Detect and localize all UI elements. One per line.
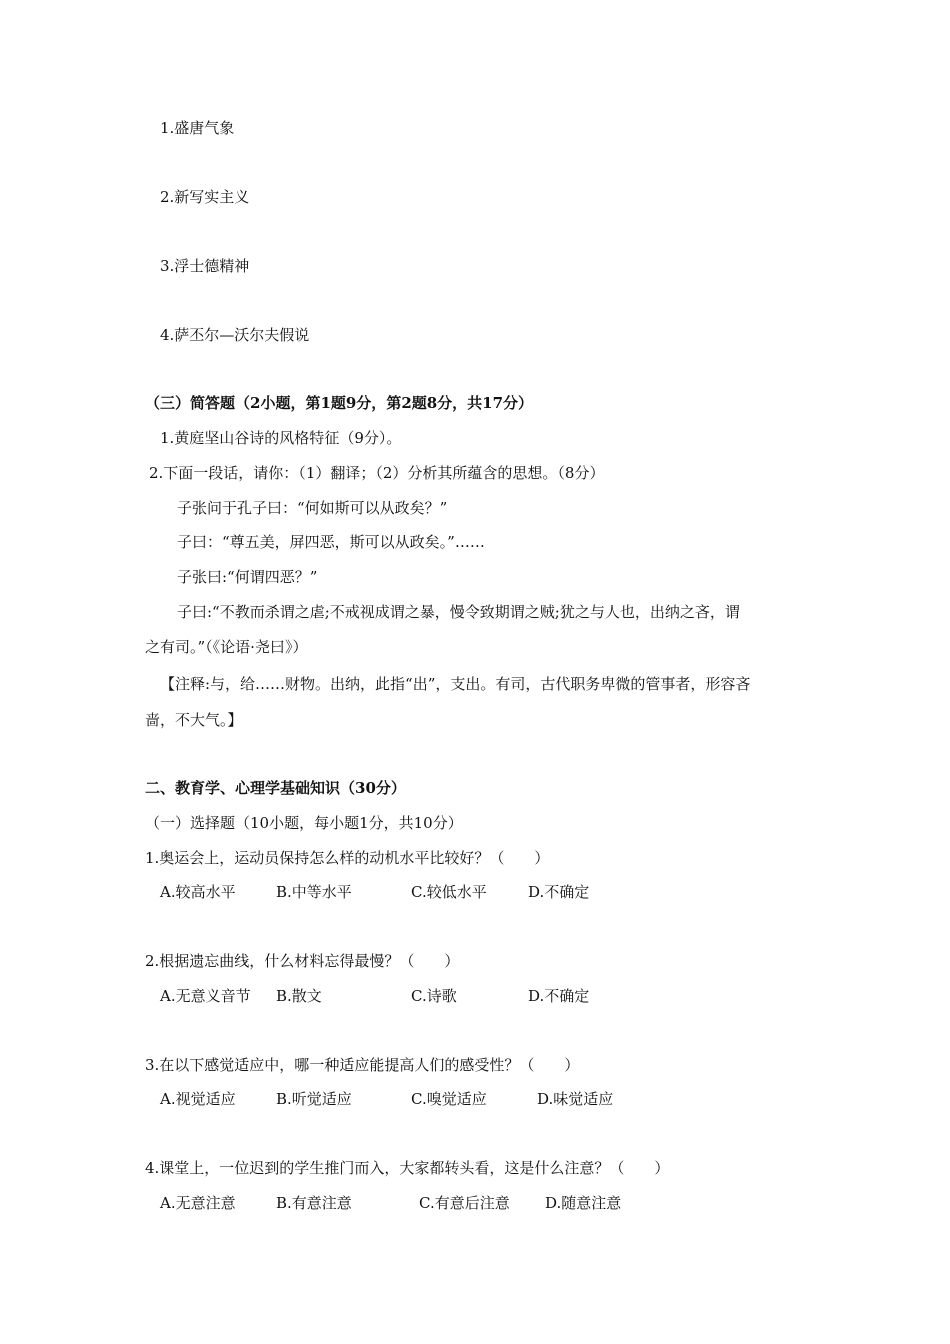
question-2: 2.下面一段话，请你：（1）翻译；（2）分析其所蕴含的思想。（8分） bbox=[149, 464, 605, 482]
choice-question-stem: 2.根据遗忘曲线，什么材料忘得最慢？（ ） bbox=[145, 952, 460, 970]
choice-option: B.中等水平 bbox=[276, 883, 352, 901]
choice-option: D.不确定 bbox=[528, 883, 590, 901]
sub-heading-choice: （一）选择题（10小题，每小题1分，共10分） bbox=[145, 814, 463, 832]
choice-option: A.无意注意 bbox=[160, 1194, 236, 1212]
choice-option: C.较低水平 bbox=[411, 883, 487, 901]
choice-option: B.有意注意 bbox=[276, 1194, 352, 1212]
passage-line: 子曰:“不教而杀谓之虐;不戒视成谓之暴，慢令致期谓之贼;犹之与人也，出纳之吝，谓 bbox=[177, 603, 740, 621]
term-item: 1.盛唐气象 bbox=[160, 119, 235, 137]
passage-line: 子张问于孔子曰：“何如斯可以从政矣？” bbox=[177, 499, 448, 517]
choice-option: D.随意注意 bbox=[545, 1194, 622, 1212]
choice-option: B.听觉适应 bbox=[276, 1090, 352, 1108]
passage-line: 之有司。”（《论语·尧曰》） bbox=[145, 638, 308, 656]
choice-option: A.较高水平 bbox=[160, 883, 236, 901]
annotation-note: 【注释:与，给……财物。出纳，此指“出”，支出。有司，古代职务卑微的管事者，形容吝 bbox=[160, 675, 751, 693]
choice-option: C.嗅觉适应 bbox=[411, 1090, 487, 1108]
term-item: 2.新写实主义 bbox=[160, 188, 250, 206]
choice-option: D.味觉适应 bbox=[537, 1090, 614, 1108]
choice-question-stem: 1.奥运会上，运动员保持怎么样的动机水平比较好？（ ） bbox=[145, 849, 550, 867]
choice-option: D.不确定 bbox=[528, 987, 590, 1005]
choice-option: A.视觉适应 bbox=[160, 1090, 236, 1108]
choice-option: B.散文 bbox=[276, 987, 322, 1005]
choice-option: C.诗歌 bbox=[411, 987, 457, 1005]
choice-question-stem: 4.课堂上，一位迟到的学生推门而入，大家都转头看，这是什么注意？（ ） bbox=[145, 1159, 670, 1177]
section-heading-short-answer: （三）简答题（2小题，第1题9分，第2题8分，共17分） bbox=[145, 394, 534, 412]
choice-question-stem: 3.在以下感觉适应中，哪一种适应能提高人们的感受性？（ ） bbox=[145, 1056, 580, 1074]
question-1: 1.黄庭坚山谷诗的风格特征（9分）。 bbox=[160, 429, 402, 447]
term-item: 3.浮士德精神 bbox=[160, 257, 250, 275]
term-item: 4.萨丕尔—沃尔夫假说 bbox=[160, 326, 310, 344]
passage-line: 子曰：“尊五美，屏四恶，斯可以从政矣。”…… bbox=[177, 533, 485, 551]
section-heading-education: 二、教育学、心理学基础知识（30分） bbox=[145, 779, 406, 797]
annotation-note: 啬，不大气。】 bbox=[145, 711, 243, 729]
passage-line: 子张曰:“何谓四恶？” bbox=[177, 568, 318, 586]
choice-option: A.无意义音节 bbox=[160, 987, 251, 1005]
choice-option: C.有意后注意 bbox=[419, 1194, 510, 1212]
